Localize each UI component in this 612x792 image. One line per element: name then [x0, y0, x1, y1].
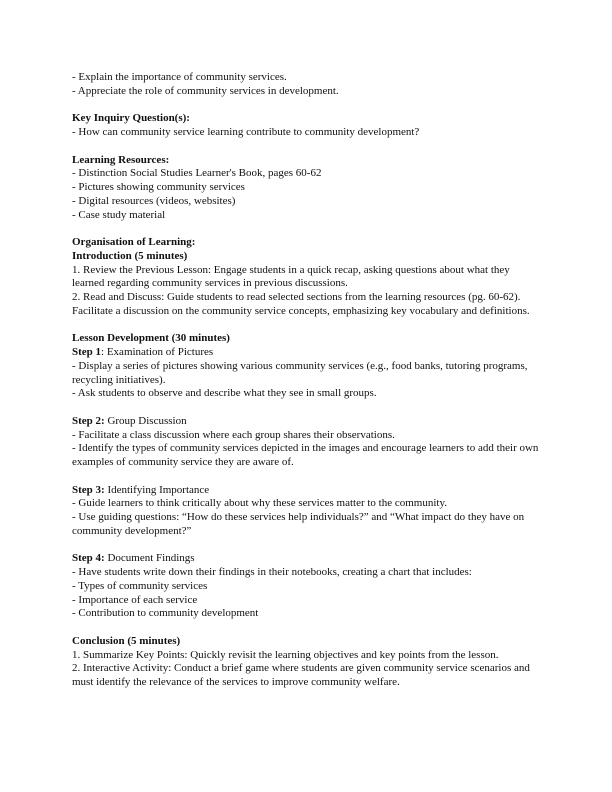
conclusion-item: 1. Summarize Key Points: Quickly revisit the learning objectives and key points from the lesson. — [72, 648, 499, 661]
objective-item: - Explain the importance of community services. — [72, 71, 287, 83]
spacer — [72, 222, 542, 236]
conclusion-item: 2. Interactive Activity: Conduct a brief game where students are given community service scenarios and must identify the relevance of the services to improve community welfare. — [72, 662, 530, 688]
step-label: Step 1 — [72, 346, 102, 358]
step-label: Step 3: — [72, 483, 105, 496]
spacer — [72, 621, 542, 635]
step-item: - Facilitate a class discussion where each group shares their observations. — [72, 428, 395, 441]
resource-item: - Digital resources (videos, websites) — [72, 194, 236, 207]
step-heading — [72, 346, 542, 360]
step-label: Step 2: — [72, 414, 105, 427]
objective-item: - Appreciate the role of community services in development. — [72, 84, 339, 97]
step-heading — [72, 415, 542, 429]
spacer — [72, 319, 542, 333]
conclusion-heading: Conclusion (5 minutes) — [72, 634, 181, 647]
organisation-section — [72, 236, 542, 319]
introduction-heading: Introduction (5 minutes) — [72, 249, 188, 262]
spacer — [72, 140, 542, 154]
introduction-item: 1. Review the Previous Lesson: Engage students in a quick recap, asking questions about what they learned regarding community services in previous discussions. — [72, 263, 510, 290]
objectives-section — [72, 71, 542, 99]
introduction-item: 2. Read and Discuss: Guide students to read selected sections from the learning resources (pg. 60-62). Facilitate a discussion on the community service concepts, emphasizing key vocabulary and definitions. — [72, 291, 530, 317]
learning-resources-section — [72, 154, 542, 223]
step-item: - Contribution to community development — [72, 607, 259, 620]
step-label: Step 4: — [72, 552, 105, 565]
step-item: - Identify the types of community services depicted in the images and encourage learners to add their own examples of community service they are aware of. — [72, 442, 539, 468]
step-item: - Guide learners to think critically about why these services matter to the community. — [72, 497, 448, 510]
key-inquiry-heading: Key Inquiry Question(s): — [72, 112, 190, 125]
spacer — [72, 99, 542, 113]
step-heading — [72, 484, 542, 498]
step-item: - Importance of each service — [72, 593, 198, 606]
step-title: Group Discussion — [104, 414, 187, 427]
resource-item: - Pictures showing community services — [72, 181, 245, 193]
learning-resources-heading: Learning Resources: — [72, 153, 170, 166]
conclusion-section — [72, 635, 542, 690]
organisation-heading: Organisation of Learning: — [72, 236, 196, 248]
key-inquiry-section — [72, 112, 542, 140]
spacer — [72, 539, 542, 553]
resource-item: - Distinction Social Studies Learner's Book, pages 60-62 — [72, 167, 322, 180]
step-item: - Ask students to observe and describe what they see in small groups. — [72, 387, 377, 400]
step-item: - Display a series of pictures showing various community services (e.g., food banks, tutoring programs, recycling initiatives). — [72, 359, 528, 386]
step-heading — [72, 552, 542, 566]
lesson-development-heading: Lesson Development (30 minutes) — [72, 332, 230, 345]
step-item: - Types of community services — [72, 579, 208, 592]
lesson-development-section — [72, 332, 542, 621]
key-inquiry-item: - How can community service learning contribute to community development? — [72, 126, 420, 138]
step-3 — [72, 484, 542, 539]
step-title: Document Findings — [104, 552, 195, 565]
step-item: - Have students write down their findings in their notebooks, creating a chart that includes: — [72, 566, 472, 578]
document-page — [72, 71, 542, 690]
step-title: : Examination of Pictures — [101, 346, 214, 358]
resource-item: - Case study material — [72, 208, 166, 221]
step-title: Identifying Importance — [104, 483, 210, 496]
step-1 — [72, 346, 542, 401]
step-4 — [72, 552, 542, 621]
spacer — [72, 470, 542, 484]
spacer — [72, 401, 542, 415]
step-item: - Use guiding questions: “How do these services help individuals?” and “What impact do they have on community development?” — [72, 511, 525, 537]
step-2 — [72, 415, 542, 470]
